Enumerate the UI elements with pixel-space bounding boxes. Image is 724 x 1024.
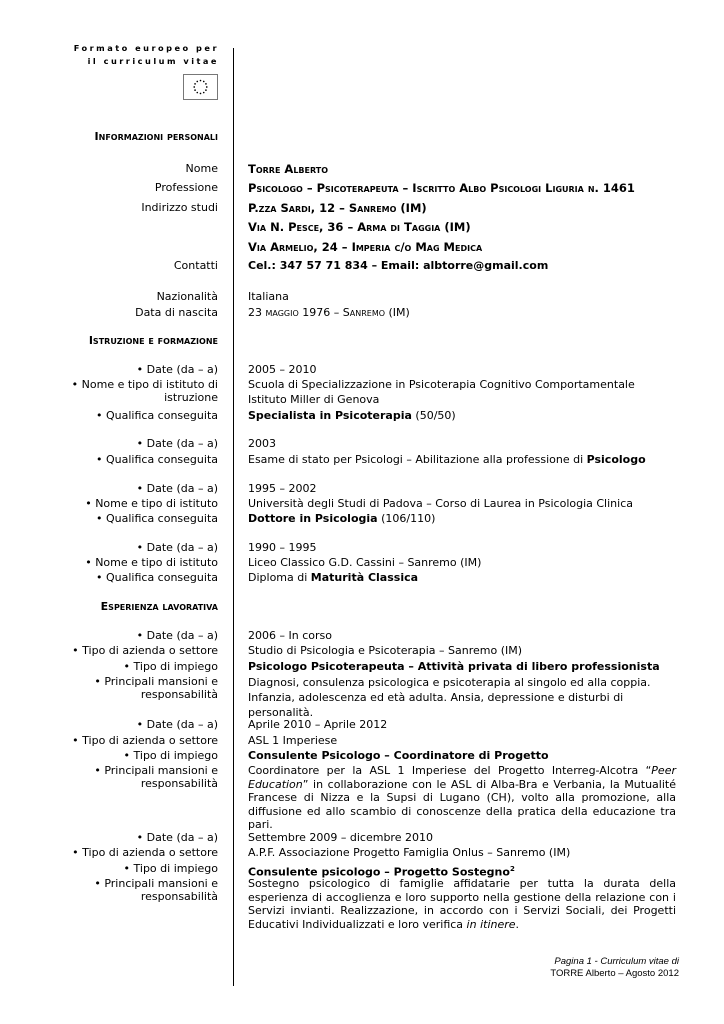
contacts-value: Cel.: 347 57 71 834 – Email: albtorre@gmail.com bbox=[248, 259, 549, 272]
exp2-date-label: • Date (da – a) bbox=[136, 718, 218, 731]
nationality-label: Nazionalità bbox=[156, 290, 218, 303]
exp2-date: Aprile 2010 – Aprile 2012 bbox=[248, 718, 388, 731]
exp3-date: Settembre 2009 – dicembre 2010 bbox=[248, 831, 433, 844]
edu2-qualification: Esame di stato per Psicologi – Abilitazione alla professione di Psicologo bbox=[248, 453, 646, 466]
exp1-date: 2006 – In corso bbox=[248, 629, 332, 642]
edu4-qualification: Diploma di Maturità Classica bbox=[248, 571, 419, 584]
edu3-qualification: Dottore in Psicologia (106/110) bbox=[248, 512, 436, 525]
edu4-institute-label: • Nome e tipo di istituto bbox=[85, 556, 218, 569]
name-label: Nome bbox=[185, 162, 218, 175]
exp1-sector: Studio di Psicologia e Psicoterapia – Sanremo (IM) bbox=[248, 644, 523, 657]
exp3-date-label: • Date (da – a) bbox=[136, 831, 218, 844]
exp3-sector-label: • Tipo di azienda o settore bbox=[72, 846, 218, 859]
birth-value: 23 maggio 1976 – Sanremo (IM) bbox=[248, 306, 410, 319]
exp1-job: Psicologo Psicoterapeuta – Attività privata di libero professionista bbox=[248, 660, 660, 673]
format-title-line2: il curriculum vitae bbox=[87, 56, 219, 66]
section-personal-info: Informazioni personali bbox=[94, 130, 218, 143]
page-footer bbox=[550, 956, 679, 980]
exp3-job-label: • Tipo di impiego bbox=[123, 862, 218, 875]
exp2-duties: Coordinatore per la ASL 1 Imperiese del Progetto Interreg-Alcotra “Peer Education” in collaborazione con le ASL di Alba-Bra e Verbania, la Mutualité Francese di Nizza e la Supsi di Lugano (CH), volto alla promozione, alla diffusione ed allo scambio di conoscenze della pratica della educazione tra pari. bbox=[248, 764, 676, 831]
edu3-qual-label: • Qualifica conseguita bbox=[96, 512, 218, 525]
edu1-institute-label: • Nome e tipo di istituto di istruzione bbox=[71, 378, 218, 404]
edu1-qual-label: • Qualifica conseguita bbox=[96, 409, 218, 422]
edu1-institute-1: Scuola di Specializzazione in Psicoterapia Cognitivo Comportamentale bbox=[248, 378, 635, 391]
address-line-2: Via N. Pesce, 36 – Arma di Taggia (IM) bbox=[248, 220, 471, 234]
exp1-job-label: • Tipo di impiego bbox=[123, 660, 218, 673]
edu2-qual-label: • Qualifica conseguita bbox=[96, 453, 218, 466]
edu4-qual-label: • Qualifica conseguita bbox=[96, 571, 218, 584]
edu4-date: 1990 – 1995 bbox=[248, 541, 317, 554]
format-title-line1: Formato europeo per bbox=[73, 43, 219, 53]
edu3-institute: Università degli Studi di Padova – Corso di Laurea in Psicologia Clinica bbox=[248, 497, 633, 510]
exp2-duties-label: • Principali mansioni e responsabilità bbox=[94, 764, 218, 790]
exp3-duties: Sostegno psicologico di famiglie affidatarie per tutta la durata della esperienza di accoglienza e loro supporto nella gestione della relazione con i Servizi invianti. Realizzazione, in accordo con i Servizi Sociali, dei Progetti Educativi Individualizzati e loro verifica in itinere. bbox=[248, 877, 676, 931]
eu-flag-icon bbox=[183, 74, 218, 100]
edu4-date-label: • Date (da – a) bbox=[136, 541, 218, 554]
edu2-date-label: • Date (da – a) bbox=[136, 437, 218, 450]
exp3-duties-label: • Principali mansioni e responsabilità bbox=[94, 877, 218, 903]
footer-line-1: Pagina 1 - Curriculum vitae di bbox=[554, 956, 679, 967]
exp3-sector: A.P.F. Associazione Progetto Famiglia Onlus – Sanremo (IM) bbox=[248, 846, 571, 859]
section-education: Istruzione e formazione bbox=[88, 334, 218, 347]
edu1-qualification: Specialista in Psicoterapia (50/50) bbox=[248, 409, 456, 422]
exp1-date-label: • Date (da – a) bbox=[136, 629, 218, 642]
nationality-value: Italiana bbox=[248, 290, 289, 303]
section-experience: Esperienza lavorativa bbox=[100, 600, 218, 613]
exp1-duties-label: • Principali mansioni e responsabilità bbox=[94, 675, 218, 701]
exp2-job-label: • Tipo di impiego bbox=[123, 749, 218, 762]
edu2-date: 2003 bbox=[248, 437, 276, 450]
profession-value: Psicologo – Psicoterapeuta – Iscritto Albo Psicologi Liguria n. 1461 bbox=[248, 181, 635, 195]
contacts-label: Contatti bbox=[173, 259, 218, 272]
address-label: Indirizzo studi bbox=[141, 201, 218, 214]
address-line-1: P.zza Sardi, 12 – Sanremo (IM) bbox=[248, 201, 427, 215]
vertical-divider bbox=[233, 48, 234, 986]
exp2-sector-label: • Tipo di azienda o settore bbox=[72, 734, 218, 747]
exp2-sector: ASL 1 Imperiese bbox=[248, 734, 338, 747]
edu4-institute: Liceo Classico G.D. Cassini – Sanremo (IM) bbox=[248, 556, 482, 569]
edu3-institute-label: • Nome e tipo di istituto bbox=[85, 497, 218, 510]
footer-line-2: TORRE Alberto – Agosto 2012 bbox=[550, 968, 679, 979]
exp1-sector-label: • Tipo di azienda o settore bbox=[72, 644, 218, 657]
edu1-institute-2: Istituto Miller di Genova bbox=[248, 393, 380, 406]
profession-label: Professione bbox=[154, 181, 218, 194]
edu1-date: 2005 – 2010 bbox=[248, 363, 317, 376]
edu3-date-label: • Date (da – a) bbox=[136, 482, 218, 495]
edu3-date: 1995 – 2002 bbox=[248, 482, 317, 495]
address-line-3: Via Armelio, 24 – Imperia c/o Mag Medica bbox=[248, 240, 483, 254]
exp3-job: Consulente psicologo – Progetto Sostegno$^2$ bbox=[248, 865, 515, 879]
edu1-date-label: • Date (da – a) bbox=[136, 363, 218, 376]
exp2-job: Consulente Psicologo – Coordinatore di Progetto bbox=[248, 749, 549, 762]
birth-label: Data di nascita bbox=[135, 306, 218, 319]
name-value: Torre Alberto bbox=[248, 162, 329, 176]
exp1-duties: Diagnosi, consulenza psicologica e psicoterapia al singolo ed alla coppia. Infanzia, adolescenza ed età adulta. Ansia, depressione e disturbi di personalità. bbox=[248, 676, 651, 719]
